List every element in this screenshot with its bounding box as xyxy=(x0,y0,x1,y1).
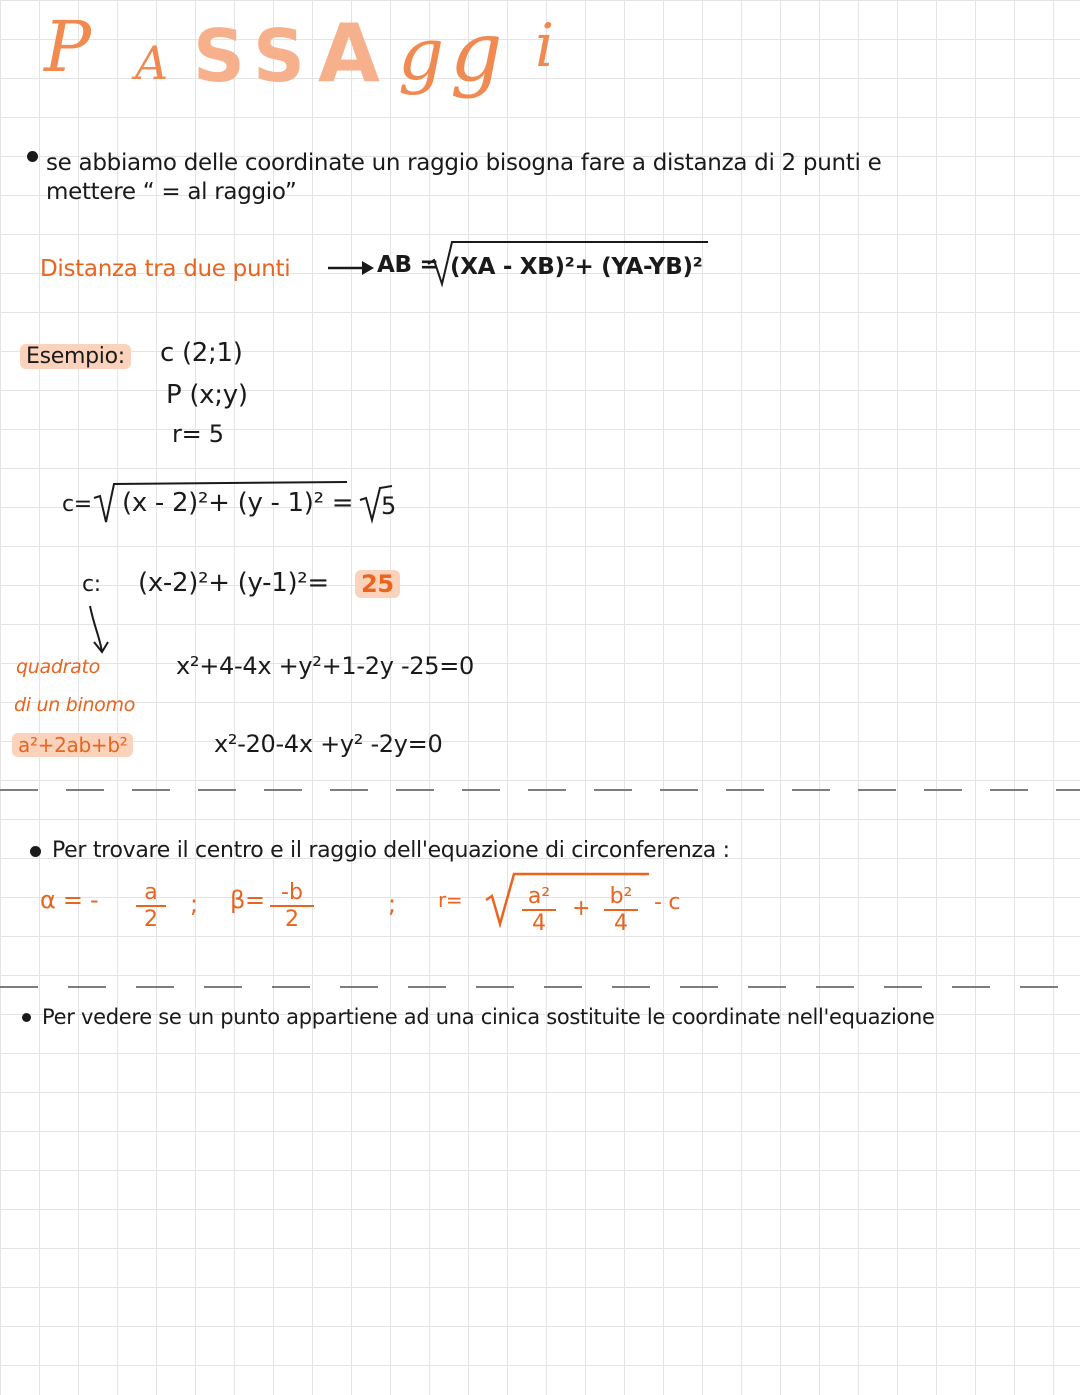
beta-fraction xyxy=(270,880,314,932)
eq2-lhs: c: xyxy=(82,572,101,597)
bullet1-line2: mettere “ = al raggio” xyxy=(46,179,297,205)
note-binomio: di un binomo xyxy=(14,694,136,716)
title-letter-6: g xyxy=(398,12,445,96)
title-letter-1: P xyxy=(44,6,92,88)
expand-line2: x²-20-4x +y² -2y=0 xyxy=(214,730,443,758)
beta-denominator: 2 xyxy=(285,907,299,932)
bullet3-text: Per vedere se un punto appartiene ad una cinica sostituite le coordinate nell'equazione xyxy=(42,1005,935,1029)
example-point: P (x;y) xyxy=(166,380,248,410)
example-radius: r= 5 xyxy=(172,420,224,448)
bullet1-line1: se abbiamo delle coordinate un raggio bisogna fare a distanza di 2 punti e xyxy=(46,150,882,176)
radius-label: r= xyxy=(438,888,463,912)
distance-formula-body: (XA - XB)²+ (YA-YB)² xyxy=(450,254,703,280)
arrow-right-icon xyxy=(326,258,376,278)
separator-line xyxy=(0,986,1080,988)
eq2-body: (x-2)²+ (y-1)²= xyxy=(138,568,329,598)
note-quadrato: quadrato xyxy=(16,656,100,678)
title-letter-3: S xyxy=(193,14,245,98)
separator-1: ; xyxy=(190,890,198,918)
expand-line1: x²+4-4x +y²+1-2y -25=0 xyxy=(176,652,475,680)
bullet-dot xyxy=(27,151,38,162)
bullet-dot xyxy=(22,1013,31,1022)
alpha-numerator: a xyxy=(144,880,158,905)
title-letter-7: g xyxy=(450,5,503,100)
separator-2: ; xyxy=(388,890,396,918)
distance-label: Distanza tra due punti xyxy=(40,256,291,282)
radius-denominator-b: 4 xyxy=(614,911,628,936)
alpha-fraction xyxy=(136,880,166,932)
eq1-rhs: 5 xyxy=(381,492,396,520)
plus-sign: + xyxy=(572,896,591,921)
radius-fraction-a xyxy=(522,884,556,936)
radius-denominator-a: 4 xyxy=(532,911,546,936)
eq1-body: (x - 2)²+ (y - 1)² = xyxy=(122,488,354,518)
separator-line xyxy=(0,789,1080,791)
eq1-lhs: c= xyxy=(62,492,92,517)
bullet2-text: Per trovare il centro e il raggio dell'equazione di circonferenza : xyxy=(52,838,730,863)
radius-numerator-b: b² xyxy=(609,884,633,909)
title-letter-8: i xyxy=(535,11,555,81)
radius-numerator-a: a² xyxy=(527,884,551,909)
eq2-rhs: 25 xyxy=(355,570,400,598)
example-center: c (2;1) xyxy=(160,338,243,368)
alpha-label: α = - xyxy=(40,886,99,914)
example-label: Esempio: xyxy=(20,344,131,369)
alpha-denominator: 2 xyxy=(144,907,158,932)
title-letter-5: A xyxy=(318,7,380,100)
arrow-down-icon xyxy=(84,604,114,656)
beta-label: β= xyxy=(230,886,265,914)
note-formula: a²+2ab+b² xyxy=(12,733,133,757)
beta-numerator: -b xyxy=(281,880,303,905)
title-letter-2: A xyxy=(135,36,169,90)
title-letter-4: S xyxy=(253,14,305,98)
bullet-dot xyxy=(30,846,41,857)
minus-c: - c xyxy=(654,890,681,915)
radius-fraction-b xyxy=(604,884,638,936)
distance-formula-lhs: AB = xyxy=(377,252,439,278)
